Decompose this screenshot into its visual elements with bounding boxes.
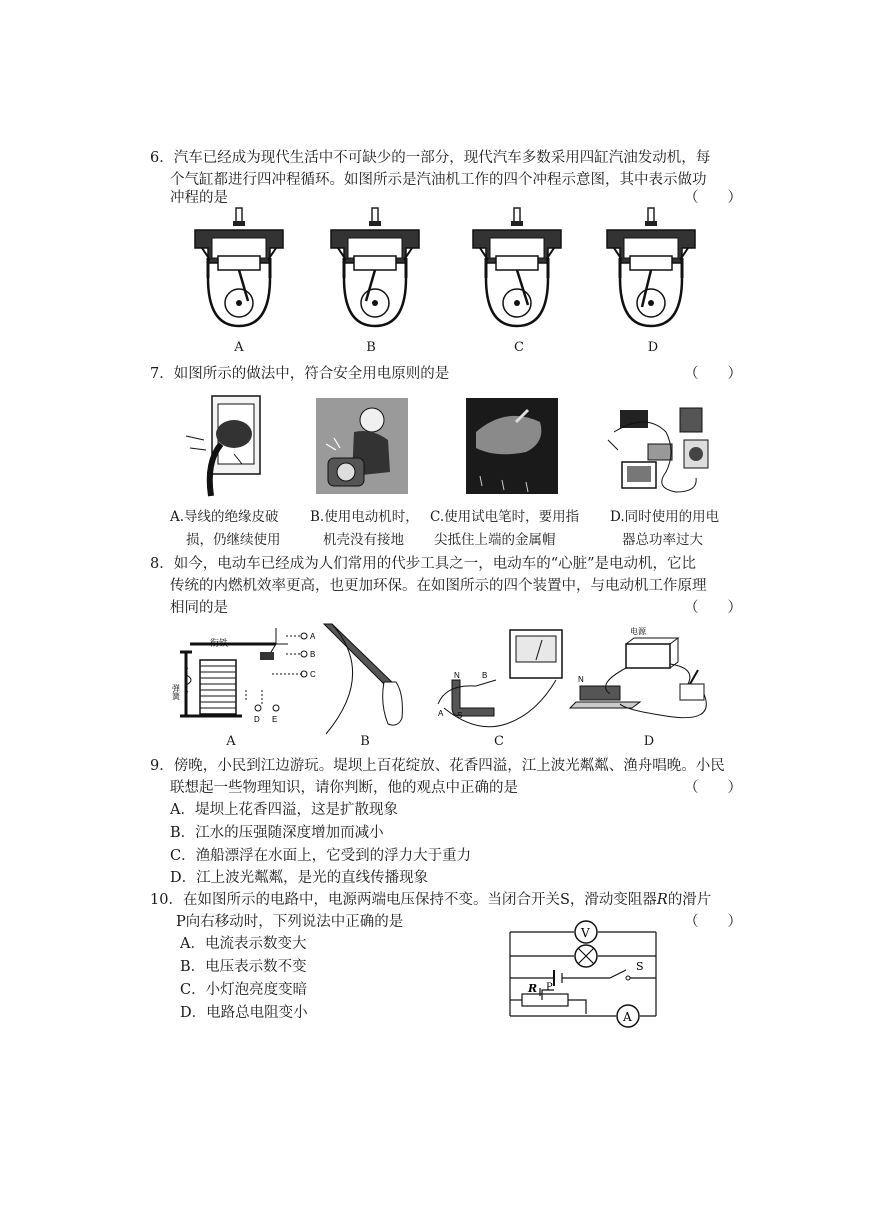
- q7-option-d-line2: 器总功率过大: [622, 532, 703, 548]
- q6-label-d: D: [647, 340, 659, 355]
- wire-a-label: A: [438, 709, 444, 718]
- q7-option-a-line1: A.导线的绝缘皮破: [170, 509, 279, 525]
- q9-answer-blank: （ ）: [684, 780, 742, 796]
- q10-line2: P向右移动时，下列说法中正确的是: [176, 914, 404, 930]
- electromagnetic-relay-icon: [171, 628, 317, 724]
- man-touching-motor-icon: [316, 398, 408, 494]
- engine-c-icon: [473, 208, 561, 326]
- q6-label-b: B: [366, 340, 376, 355]
- q10-option-a: A．电流表示数变大: [180, 936, 307, 952]
- damaged-plug-socket-icon: [186, 396, 260, 496]
- relay-terminal-a: A: [310, 632, 316, 641]
- q7-option-a-line2: 损，仍继续使用: [186, 532, 281, 548]
- q7-answer-blank: （ ）: [684, 366, 742, 382]
- q10-line1-tail: 的滑片: [667, 892, 712, 908]
- q10-r-symbol: R: [656, 892, 668, 908]
- voltmeter-label: V: [581, 926, 590, 940]
- slider-label: P: [546, 982, 553, 993]
- ammeter-icon: [617, 1005, 639, 1027]
- q7-line1: 7．如图所示的做法中，符合安全用电原则的是: [150, 366, 450, 382]
- relay-spring-label: 弹簧: [171, 684, 181, 700]
- relay-terminal-e: E: [272, 715, 278, 724]
- q6-engine-figures: [190, 208, 710, 338]
- q9-option-b: B．江水的压强随深度增加而减小: [170, 825, 384, 841]
- q8-label-c: C: [494, 734, 504, 749]
- test-pen-hand-icon: [466, 398, 558, 494]
- engine-d-icon: [607, 208, 695, 326]
- q7-option-b-line2: 机壳没有接地: [323, 532, 404, 548]
- q9-option-a: A．堤坝上花香四溢，这是扩散现象: [170, 802, 398, 818]
- rubbed-rod-icon: [324, 624, 402, 734]
- q6-answer-blank: （ ）: [684, 190, 742, 206]
- relay-armature-label: 衔铁: [210, 638, 229, 648]
- power-supply-rail-icon: [570, 626, 706, 718]
- q7-option-c-line2: 尖抵住上端的金属帽: [434, 532, 556, 548]
- q9-line1: 9．傍晚，小民到江边游玩。堤坝上百花绽放、花香四溢，江上波光粼粼、渔舟唱晚。小民: [150, 758, 725, 774]
- q8-label-a: A: [226, 734, 236, 749]
- lamp-icon: [575, 945, 597, 967]
- engine-a-icon: [195, 208, 283, 326]
- q7-option-b-line1: B.使用电动机时，: [310, 509, 419, 525]
- relay-terminal-c: C: [310, 670, 316, 679]
- q10-circuit-diagram: [500, 918, 670, 1030]
- q6-label-c: C: [514, 340, 524, 355]
- magnet-s-label: S: [457, 711, 463, 720]
- magnet-n-label: N: [454, 671, 460, 680]
- q8-answer-blank: （ ）: [684, 600, 742, 616]
- rail-magnet-n-label: N: [578, 675, 584, 684]
- q7-figures: [176, 392, 736, 500]
- q9-option-d: D．江上波光粼粼，是光的直线传播现象: [170, 870, 429, 886]
- rheostat-label: R: [528, 982, 538, 995]
- relay-terminal-d: D: [254, 715, 260, 724]
- engine-b-icon: [331, 208, 419, 326]
- q8-label-d: D: [643, 734, 655, 749]
- power-supply-label: 电源: [630, 627, 646, 636]
- q8-line2: 传统的内燃机效率更高，也更加环保。在如图所示的四个装置中，与电动机工作原理: [170, 578, 707, 594]
- q8-line3: 相同的是: [170, 600, 228, 616]
- wire-b-label: B: [482, 671, 488, 680]
- relay-terminal-b: B: [310, 650, 316, 659]
- q7-option-d-line1: D.同时使用的用电: [610, 509, 720, 525]
- switch-label: S: [636, 960, 644, 973]
- q10-option-c: C．小灯泡亮度变暗: [180, 982, 308, 998]
- q8-figures: [171, 624, 720, 734]
- q9-option-c: C．渔船漂浮在水面上，它受到的浮力大于重力: [170, 848, 472, 864]
- overloaded-appliances-icon: [608, 408, 708, 492]
- q10-line1-text: 10．在如图所示的电路中，电源两端电压保持不变。当闭合开关S，滑动变阻器: [150, 892, 657, 908]
- magnet-galvanometer-icon: [438, 630, 562, 727]
- q6-line2: 个气缸都进行四冲程循环。如图所示是汽油机工作的四个冲程示意图，其中表示做功: [170, 172, 707, 188]
- q6-label-a: A: [234, 340, 244, 355]
- q6-line1: 6．汽车已经成为现代生活中不可缺少的一部分，现代汽车多数采用四缸汽油发动机，每: [150, 150, 711, 166]
- ammeter-label: A: [623, 1010, 632, 1024]
- q8-line1: 8．如今，电动车已经成为人们常用的代步工具之一，电动车的“心脏”是电动机，它比: [150, 556, 697, 572]
- q7-option-c-line1: C.使用试电笔时，要用指: [430, 509, 580, 525]
- q10-option-d: D．电路总电阻变小: [180, 1005, 308, 1021]
- q8-label-b: B: [360, 734, 370, 749]
- q10-option-b: B．电压表示数不变: [180, 959, 307, 975]
- q6-line3: 冲程的是: [170, 190, 228, 206]
- voltmeter-icon: [575, 921, 597, 943]
- q9-line2: 联想起一些物理知识，请你判断，他的观点中正确的是: [170, 780, 518, 796]
- q10-answer-blank: （ ）: [684, 914, 742, 930]
- q10-line1: [150, 890, 711, 910]
